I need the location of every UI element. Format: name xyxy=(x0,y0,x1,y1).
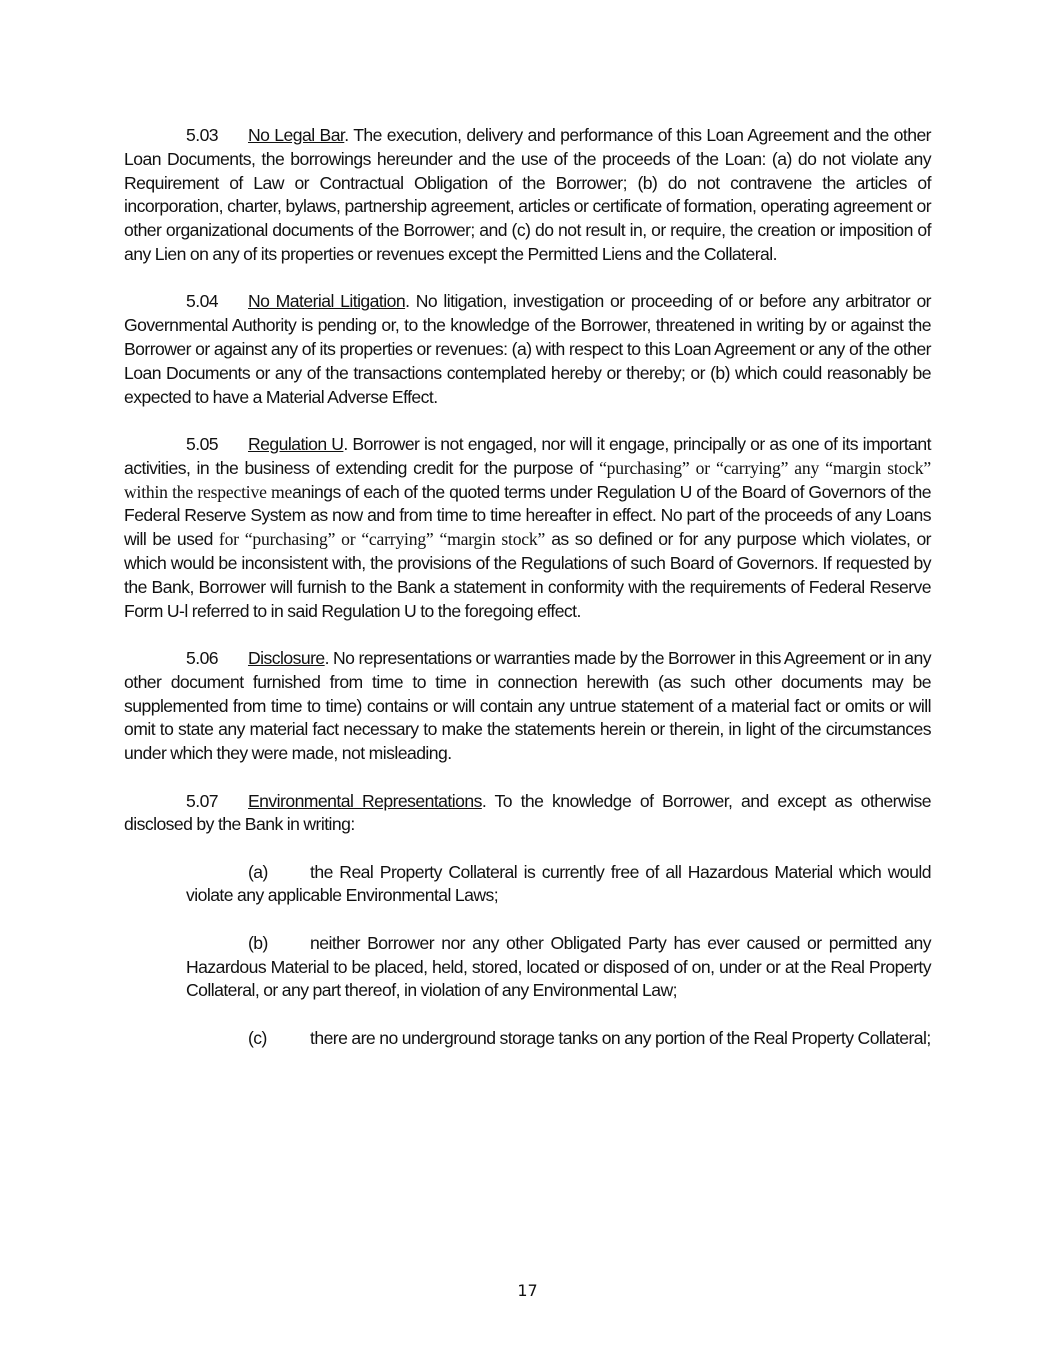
subsection-label: (b) xyxy=(248,932,268,953)
section-heading: Disclosure xyxy=(248,647,325,668)
section-number: 5.04 xyxy=(186,291,219,312)
section-body-serif: for “purchasing” or “carrying” “margin stock” xyxy=(218,529,546,550)
section-5-05 xyxy=(124,433,931,623)
section-number: 5.03 xyxy=(186,125,219,145)
subsection-b xyxy=(186,932,931,1003)
document-page xyxy=(124,124,931,1074)
subsection-label: (c) xyxy=(248,1027,267,1048)
section-number: 5.05 xyxy=(186,433,219,454)
section-body: . No litigation, investigation or proceeding of or before any arbitrator or Governmental Authority is pending or, to the knowledge of the Borrower, threatened in writing by or against the Borrower or against any of its properties or revenues: (a) with respect to this Loan Agreement or any of the other Loan Documents or any of the transactions contemplated hereby or thereby; or (b) which could reasonably be expected to have a Material Adverse Effect. xyxy=(124,291,931,407)
subsection-label: (a) xyxy=(248,861,268,882)
page-number: 17 xyxy=(517,1281,538,1300)
subsection-text: the Real Property Collateral is currently free of all Hazardous Material which would violate any applicable Environmental Laws; xyxy=(186,861,931,906)
section-body: . Borrower is not engaged, nor will it engage, principally or as one of its important activities, in the business of extending credit for the purpose of xyxy=(124,433,931,478)
section-body: . To the knowledge of Borrower, and except as otherwise disclosed by the Bank in writing: xyxy=(124,790,931,835)
section-body: . No representations or warranties made by the Borrower in this Agreement or in any other document furnished from time to time in connection herewith (as such other documents may be supplemented from time to time) contains or will contain any untrue statement of a material fact or omits or will omit to state any material fact necessary to make the statements herein or therein, in light of the circumstances under which they were made, not misleading. xyxy=(124,647,931,764)
section-body: as so defined or for any purpose which violates, or which would be inconsistent with, the provisions of the Regulations of such Board of Governors. If requested by the Bank, Borrower will furnish to the Bank a statement in conformity with the requirements of Federal Reserve Form U-l referred to in said Regulation U to the foregoing effect. xyxy=(124,529,931,621)
section-heading: Environmental Representations xyxy=(248,790,482,811)
section-heading: No Legal Bar xyxy=(248,125,345,145)
subsection-c xyxy=(186,1027,931,1051)
section-number: 5.06 xyxy=(186,647,219,668)
section-5-04 xyxy=(124,290,931,409)
section-5-06 xyxy=(124,647,931,766)
section-body: anings of each of the quoted terms under Regulation U of the Board of Governors of the Federal Reserve System as now and from time to time hereafter in effect. No part of the proceeds of any Loans will be used xyxy=(124,481,931,550)
subsection-text: neither Borrower nor any other Obligated Party has ever caused or permitted any Hazardous Material to be placed, held, stored, located or disposed of on, under or at the Real Property Collateral, or any part thereof, in violation of any Environmental Law; xyxy=(186,932,931,1001)
subsection-text: there are no underground storage tanks on any portion of the Real Property Collateral; xyxy=(310,1027,931,1048)
section-body-serif: “purchasing” or “carrying” any “margin stock” within the respective me xyxy=(124,457,931,502)
section-number: 5.07 xyxy=(186,790,219,811)
section-5-03 xyxy=(124,124,931,267)
section-5-07 xyxy=(124,790,931,838)
subsection-a xyxy=(186,861,931,909)
section-heading: Regulation U xyxy=(248,433,344,454)
section-heading: No Material Litigation xyxy=(248,291,406,312)
section-body: . The execution, delivery and performance of this Loan Agreement and the other Loan Documents, the borrowings hereunder and the use of the proceeds of the Loan: (a) do not violate any Requirement of Law or Contractual Obligation of the Borrower; (b) do not contravene the articles of incorporation, charter, bylaws, partnership agreement, articles or certificate of formation, operating agreement or other organizational documents of the Borrower; and (c) do not result in, or require, the creation or imposition of any Lien on any of its properties or revenues except the Permitted Liens and the Collateral. xyxy=(124,125,931,264)
